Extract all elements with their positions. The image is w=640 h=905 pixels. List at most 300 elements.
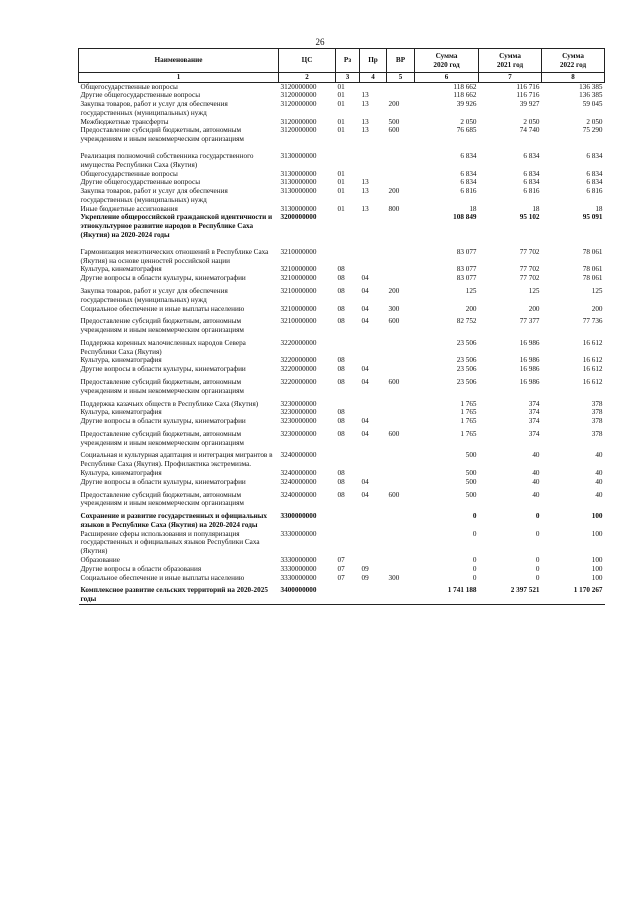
row-sum-2021: 6 834 [523,178,540,187]
row-vr: 600 [388,429,400,438]
table-row [79,213,605,239]
row-rz: 08 [337,286,345,295]
row-name: Предоставление субсидий бюджетным, автономным учреждениям и иным некоммерческим организациям [80,126,244,144]
row-name: Межбюджетные трансферты [80,117,169,126]
row-sum-2020: 18 [469,204,477,213]
row-name: Другие вопросы в области культуры, кинематографии [80,417,246,426]
row-sum-2020: 82 752 [456,317,477,326]
row-name: Другие общегосударственные вопросы [80,91,201,100]
budget-table [78,48,605,605]
row-cs: 3330000000 [280,556,317,565]
row-vr [387,565,415,574]
row-sum-2021: 77 702 [519,274,540,283]
row-pr: 04 [361,417,369,426]
row-name: Другие общегосударственные вопросы [80,178,201,187]
row-sum-2020: 200 [465,304,477,313]
row-sum-2022: 40 [595,477,603,486]
row-sum-2021: 374 [528,429,540,438]
column-index: 7 [479,73,542,83]
row-sum-2020: 6 834 [460,152,477,160]
row-name: Закупка товаров, работ и услуг для обеспечения государственных (муниципальных) нужд [80,100,228,117]
row-sum-2022: 40 [595,490,603,499]
row-vr [387,91,415,100]
row-pr: 04 [361,477,369,486]
row-sum-2020: 1 741 188 [415,586,479,604]
row-name: Культура, кинематография [80,356,162,365]
row-sum-2022: 1 170 267 [542,586,605,604]
row-cs: 3230000000 [280,399,317,408]
row-sum-2020: 83 077 [456,247,477,256]
row-vr: 200 [388,100,400,109]
table-row [79,187,605,205]
row-rz: 01 [337,187,345,196]
row-sum-2021: 40 [532,477,540,486]
row-cs: 3130000000 [280,187,317,196]
column-index: 2 [279,73,336,83]
row-sum-2021: 77 377 [519,317,540,326]
row-rz: 08 [337,356,345,365]
row-vr: 800 [388,204,400,213]
row-pr: 09 [361,564,369,573]
row-rz: 08 [337,477,345,486]
row-sum-2022: 136 385 [579,91,603,100]
table-row [79,378,605,396]
row-name: Культура, кинематография [80,265,162,274]
table-row [79,287,605,305]
row-pr: 04 [361,377,369,386]
row-sum-2021: 116 716 [516,91,540,100]
row-name: Реализация полномочий собственника государственного имущества Республики Саха (Якутия) [80,152,254,169]
row-cs: 3240000000 [280,451,317,460]
table-row [79,118,605,127]
row-sum-2021: 374 [528,417,540,426]
row-vr [387,152,415,170]
table-row [79,274,605,283]
row-vr: 200 [388,187,400,196]
row-name: Расширение сферы использования и популяризация государственных и официальных языков Республики Саха (Якутия) [80,529,260,556]
row-sum-2020: 118 662 [453,91,477,100]
row-cs: 3220000000 [280,338,317,347]
row-name: Социальная и культурная адаптация и интеграция мигрантов в Республике Саха (Якутия). Профилактика экстремизма. [80,451,273,469]
table-row [79,556,605,565]
row-sum-2022: 378 [591,399,603,408]
row-pr: 09 [361,573,369,582]
row-pr: 13 [361,204,369,213]
row-sum-2020: 0 [472,564,477,573]
row-vr [387,556,415,565]
row-name: Предоставление субсидий бюджетным, автономным учреждениям и иным некоммерческим организациям [80,377,244,395]
row-sum-2020: 6 834 [460,178,477,187]
row-sum-2020: 0 [472,529,477,538]
row-sum-2022: 100 [591,512,603,521]
column-header: Рз [336,49,360,73]
row-pr: 13 [361,126,369,135]
row-sum-2021: 2 397 521 [479,586,542,604]
row-pr: 04 [361,286,369,295]
row-name: Предоставление субсидий бюджетным, автономным учреждениям и иным некоммерческим организациям [80,429,244,447]
column-index: 5 [387,73,415,83]
row-name: Другие вопросы в области образования [80,564,202,573]
row-rz [336,339,360,357]
row-sum-2022: 40 [595,451,603,460]
row-cs: 3240000000 [280,477,317,486]
row-cs: 3330000000 [280,573,317,582]
row-sum-2022: 200 [591,304,603,313]
table-row [79,317,605,335]
row-name: Предоставление субсидий бюджетным, автономным учреждениям и иным некоммерческим организациям [80,490,244,508]
row-sum-2020: 500 [465,477,477,486]
table-row [79,248,605,266]
table-row [79,365,605,374]
column-index: 8 [542,73,605,83]
row-vr [387,586,415,604]
row-sum-2020: 500 [465,469,477,477]
row-vr [387,408,415,417]
row-sum-2021: 0 [535,556,540,565]
row-vr: 600 [388,490,400,499]
row-sum-2022: 59 045 [582,100,603,109]
row-sum-2022: 378 [591,429,603,438]
row-rz: 01 [337,82,345,91]
row-rz: 08 [337,469,345,477]
row-sum-2020: 108 849 [453,213,477,222]
page-number: 26 [315,37,325,47]
row-sum-2021: 0 [535,512,540,521]
row-cs: 3120000000 [280,91,317,100]
row-pr: 04 [361,490,369,499]
row-rz: 08 [337,377,345,386]
table-row [79,565,605,574]
table-row [79,478,605,487]
table-row [79,265,605,274]
row-sum-2021: 16 986 [519,356,540,365]
row-sum-2021: 40 [532,490,540,499]
row-name: Поддержка коренных малочисленных народов Севера Республики Саха (Якутия) [80,338,246,356]
column-index: 3 [336,73,360,83]
row-pr: 13 [361,178,369,187]
row-pr: 13 [361,100,369,109]
row-sum-2021: 374 [528,399,540,408]
row-name: Укрепление общероссийской гражданской идентичности и этнокультурное развитие народов в Республике Саха (Якутия) на 2020-2024 годы [80,213,273,240]
row-sum-2022: 6 834 [586,152,603,160]
row-pr: 13 [361,117,369,126]
row-rz: 08 [337,317,345,326]
table-row [79,512,605,530]
row-sum-2022: 78 061 [582,265,603,274]
row-rz: 08 [337,429,345,438]
row-cs: 3130000000 [280,152,317,160]
row-cs: 3210000000 [280,304,317,313]
row-name: Социальное обеспечение и иные выплаты населению [80,573,245,582]
row-vr [387,339,415,357]
row-sum-2022: 6 834 [586,169,603,178]
row-sum-2022: 100 [591,556,603,565]
row-cs: 3120000000 [280,100,317,109]
row-sum-2021: 6 834 [523,169,540,178]
row-pr [360,152,387,170]
row-name: Закупка товаров, работ и услуг для обеспечения государственных (муниципальных) нужд [80,286,228,304]
row-vr [387,478,415,487]
row-pr: 13 [361,91,369,100]
row-name: Образование [80,556,120,565]
row-pr [360,170,387,179]
table-row [79,205,605,214]
table-row [79,430,605,448]
row-sum-2021: 77 702 [519,247,540,256]
row-sum-2020: 118 662 [453,82,477,91]
row-name: Гармонизация межэтнических отношений в Республике Саха (Якутия) на основе ценностей российской нации [80,247,269,265]
row-pr [360,248,387,266]
row-sum-2021: 0 [535,564,540,573]
table-row [79,408,605,417]
row-sum-2022: 16 612 [582,365,603,374]
row-sum-2022: 100 [591,573,603,582]
row-rz: 08 [337,417,345,426]
row-sum-2021: 95 102 [519,213,540,222]
row-sum-2022: 125 [591,286,603,295]
row-rz: 08 [337,490,345,499]
row-pr [360,356,387,365]
table-row [79,491,605,509]
row-pr [360,556,387,565]
row-pr [360,339,387,357]
row-sum-2021: 6 816 [523,187,540,196]
table-row [79,530,605,556]
table-row [79,400,605,409]
row-cs: 3210000000 [280,265,317,274]
row-rz: 01 [337,117,345,126]
row-sum-2020: 23 506 [456,356,477,365]
row-pr [360,82,387,91]
table-row [79,586,605,604]
row-vr [387,170,415,179]
row-sum-2020: 0 [472,573,477,582]
row-cs: 3210000000 [280,286,317,295]
row-sum-2021: 16 986 [519,338,540,347]
row-rz: 01 [337,100,345,109]
row-sum-2020: 1 765 [460,417,477,426]
row-vr: 600 [388,317,400,326]
table-row [79,100,605,118]
row-vr [387,530,415,556]
row-sum-2021: 77 702 [519,265,540,274]
column-header: Наименование [79,49,279,73]
row-pr [360,408,387,417]
row-vr [387,469,415,478]
row-cs: 3330000000 [280,564,317,573]
row-name: Другие вопросы в области культуры, кинематографии [80,274,246,283]
table-row [79,91,605,100]
row-sum-2022: 16 612 [582,377,603,386]
row-sum-2022: 75 290 [582,126,603,135]
row-rz [336,213,360,239]
row-sum-2022: 100 [591,529,603,538]
row-sum-2020: 23 506 [456,365,477,374]
table-row [79,152,605,170]
row-vr: 600 [388,126,400,135]
table-row [79,178,605,187]
row-sum-2021: 18 [532,204,540,213]
row-sum-2020: 125 [465,286,477,295]
row-rz [336,248,360,266]
row-vr [387,265,415,274]
table-header-row [79,49,605,73]
row-rz: 08 [337,408,345,417]
table-row [79,469,605,478]
row-name: Предоставление субсидий бюджетным, автономным учреждениям и иным некоммерческим организациям [80,317,244,335]
row-cs: 3210000000 [280,247,317,256]
row-cs: 3220000000 [280,365,317,374]
row-rz: 08 [337,304,345,313]
row-sum-2022: 100 [591,564,603,573]
row-vr [387,451,415,469]
row-rz: 07 [337,573,345,582]
row-rz: 01 [337,169,345,178]
row-name: Культура, кинематография [80,408,162,417]
row-sum-2020: 0 [472,556,477,565]
row-vr: 300 [388,573,400,582]
row-cs: 3130000000 [280,169,317,178]
row-rz: 01 [337,126,345,135]
row-pr [360,530,387,556]
row-vr: 600 [388,377,400,386]
row-sum-2021: 40 [532,469,540,477]
row-pr: 04 [361,429,369,438]
table-row [79,574,605,583]
row-rz [336,512,360,530]
row-cs: 3130000000 [280,204,317,213]
row-cs: 3130000000 [280,178,317,187]
row-sum-2022: 78 061 [582,274,603,283]
row-cs: 3240000000 [280,490,317,499]
row-sum-2020: 83 077 [456,274,477,283]
row-sum-2022: 378 [591,417,603,426]
row-vr [387,512,415,530]
row-name: Поддержка казачьих обществ в Республике Саха (Якутия) [80,399,259,408]
row-sum-2020: 1 765 [460,408,477,417]
row-rz: 08 [337,365,345,374]
column-index: 1 [79,73,279,83]
row-rz: 08 [337,274,345,283]
row-sum-2022: 78 061 [582,247,603,256]
table-row [79,417,605,426]
row-pr [360,469,387,478]
row-name: Закупка товаров, работ и услуг для обеспечения государственных (муниципальных) нужд [80,187,228,204]
table-row [79,451,605,469]
row-sum-2021: 0 [535,573,540,582]
row-pr [360,451,387,469]
column-header: ВР [387,49,415,73]
row-cs: 3220000000 [280,377,317,386]
row-vr [387,356,415,365]
column-index: 6 [415,73,479,83]
row-name: Общегосударственные вопросы [80,82,178,91]
row-name: Другие вопросы в области культуры, кинематографии [80,365,246,374]
row-rz [336,451,360,469]
row-rz [336,400,360,409]
row-sum-2022: 16 612 [582,356,603,365]
row-sum-2022: 2 050 [586,117,603,126]
row-cs: 3210000000 [280,274,317,283]
row-vr [387,178,415,187]
row-name: Общегосударственные вопросы [80,169,178,178]
row-rz: 07 [337,564,345,573]
row-vr [387,365,415,374]
table-row [79,82,605,91]
row-pr: 04 [361,365,369,374]
row-cs: 3400000000 [279,586,336,604]
row-vr: 500 [388,117,400,126]
row-cs: 3210000000 [280,317,317,326]
row-pr [360,213,387,239]
row-cs: 3300000000 [280,512,317,521]
row-sum-2021: 39 927 [519,100,540,109]
row-vr [387,82,415,91]
row-rz [336,586,360,604]
row-rz [336,152,360,170]
row-vr [387,248,415,266]
row-pr: 13 [361,187,369,196]
row-cs: 3220000000 [280,356,317,365]
row-pr [360,400,387,409]
row-sum-2021: 40 [532,451,540,460]
row-cs: 3330000000 [280,529,317,538]
row-sum-2022: 18 [595,204,603,213]
row-sum-2020: 500 [465,451,477,460]
row-cs: 3240000000 [280,469,317,477]
table-row [79,305,605,314]
row-sum-2021: 16 986 [519,365,540,374]
row-sum-2020: 23 506 [456,377,477,386]
row-rz: 07 [337,556,345,565]
row-sum-2021: 16 986 [519,377,540,386]
table-row [79,339,605,357]
row-rz: 01 [337,91,345,100]
row-name: Комплексное развитие сельских территорий на 2020-2025 годы [79,586,279,604]
row-sum-2020: 23 506 [456,338,477,347]
row-sum-2021: 374 [528,408,540,417]
row-cs: 3120000000 [280,126,317,135]
row-sum-2021: 200 [528,304,540,313]
table-row [79,170,605,179]
row-pr: 04 [361,304,369,313]
row-vr: 200 [388,286,400,295]
row-vr [387,274,415,283]
row-sum-2022: 16 612 [582,338,603,347]
column-header: Сумма 2022 год [542,49,605,73]
row-sum-2022: 77 736 [582,317,603,326]
table-row [79,356,605,365]
row-sum-2022: 378 [591,408,603,417]
column-header: Сумма 2020 год [415,49,479,73]
row-sum-2021: 2 050 [523,117,540,126]
row-vr: 300 [388,304,400,313]
row-name: Культура, кинематография [80,469,162,477]
row-pr: 04 [361,317,369,326]
row-cs: 3120000000 [280,117,317,126]
row-vr [387,213,415,239]
row-cs: 3120000000 [280,82,317,91]
row-sum-2021: 0 [535,529,540,538]
row-sum-2020: 1 765 [460,429,477,438]
column-index: 4 [360,73,387,83]
row-sum-2020: 500 [465,490,477,499]
row-pr [360,265,387,274]
row-rz: 08 [337,265,345,274]
table-row [79,126,605,144]
row-rz [336,530,360,556]
row-sum-2020: 6 816 [460,187,477,196]
